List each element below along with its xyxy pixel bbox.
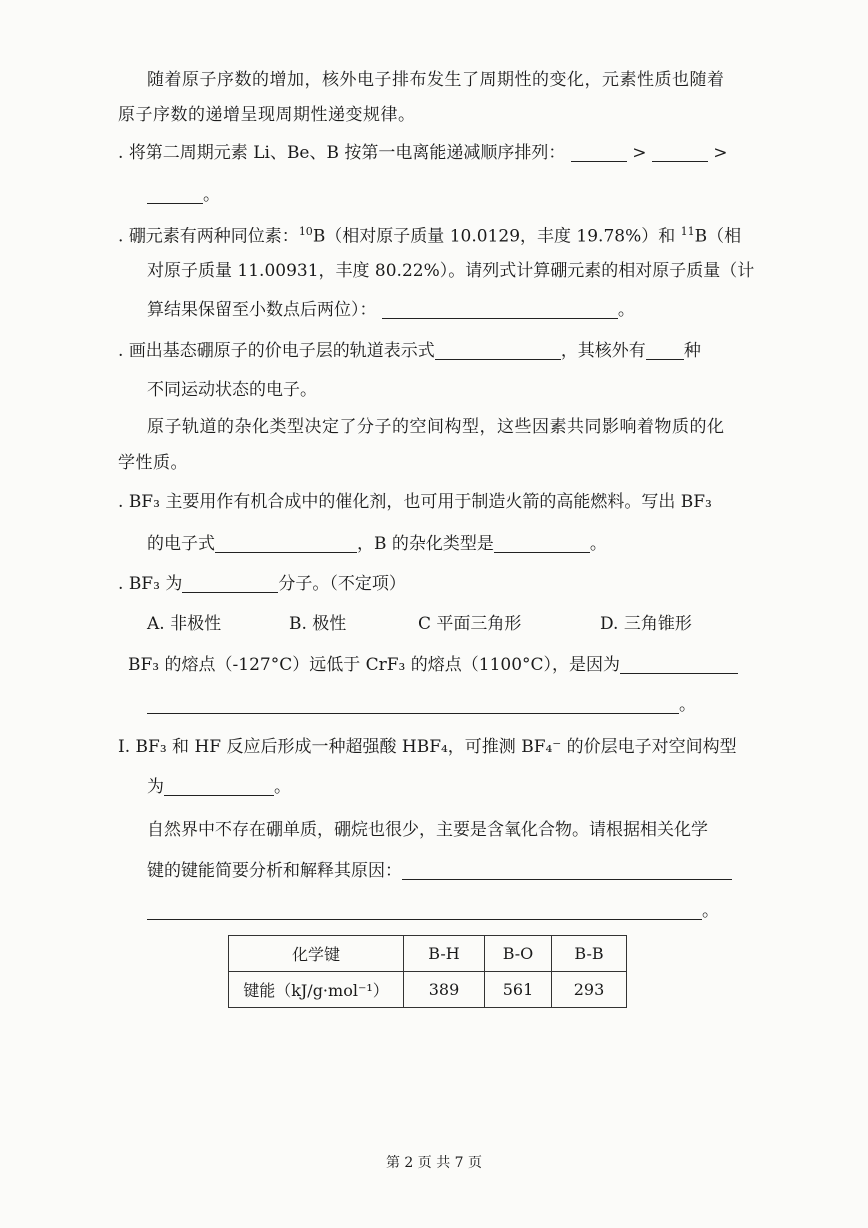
question-8-line-2: 键的键能简要分析和解释其原因：: [147, 859, 732, 883]
table-cell: 561: [485, 972, 552, 1008]
answer-blank[interactable]: [164, 777, 274, 796]
table-cell: 键能（kJ/g·mol⁻¹）: [229, 972, 404, 1008]
question-2: . 硼元素有两种同位素：$^{10}$B（相对原子质量 10.0129，丰度 19.78%）和 $^{11}$B（相: [118, 225, 742, 247]
question-2-line-2: 对原子质量 11.00931，丰度 80.22%）。请列式计算硼元素的相对原子质量（计: [147, 261, 755, 281]
question-number: .: [118, 226, 124, 247]
question-6-line-2: 。: [147, 693, 696, 717]
answer-blank[interactable]: [652, 143, 708, 162]
question-number: .: [118, 143, 124, 163]
option-a[interactable]: A. 非极性: [147, 614, 222, 634]
question-text: 将第二周期元素 Li、Be、B 按第一电离能递减顺序排列：: [128, 143, 566, 163]
intro2-line-1: 原子轨道的杂化类型决定了分子的空间构型，这些因素共同影响着物质的化: [147, 417, 725, 437]
answer-blank[interactable]: [147, 185, 203, 204]
question-number: .: [118, 492, 124, 512]
table-cell: 293: [552, 972, 627, 1008]
question-6: BF₃ 的熔点（-127°C）远低于 CrF₃ 的熔点（1100°C），是因为: [128, 653, 738, 677]
answer-blank[interactable]: [646, 341, 684, 360]
intro-line-1: 随着原子序数的增加，核外电子排布发生了周期性的变化，元素性质也随着: [147, 70, 725, 90]
answer-blank[interactable]: [402, 861, 732, 880]
page-footer: 第 2 页 共 7 页: [385, 1155, 483, 1171]
question-1-cont: 。: [147, 183, 220, 207]
table-header-cell: B-H: [404, 936, 485, 972]
question-4: . BF₃ 主要用作有机合成中的催化剂，也可用于制造火箭的高能燃料。写出 BF₃: [118, 492, 712, 512]
question-8-line-3: 。: [147, 899, 719, 923]
question-2-line-3: 算结果保留至小数点后两位）： 。: [147, 300, 635, 320]
option-c[interactable]: C 平面三角形: [418, 614, 522, 634]
intro2-line-2: 学性质。: [118, 453, 188, 473]
table-header-row: [229, 936, 627, 972]
answer-blank[interactable]: [147, 901, 702, 920]
answer-blank[interactable]: [620, 655, 738, 674]
greater-than: >: [632, 143, 647, 163]
answer-blank[interactable]: [571, 143, 627, 162]
question-8: 自然界中不存在硼单质，硼烷也很少，主要是含氧化合物。请根据相关化学: [147, 820, 708, 840]
answer-blank[interactable]: [382, 300, 618, 319]
question-3: . 画出基态硼原子的价电子层的轨道表示式 ，其核外有 种: [118, 341, 701, 361]
question-5: . BF₃ 为 分子。（不定项）: [118, 574, 406, 594]
greater-than: >: [713, 143, 728, 163]
isotope-mass-11: 11: [680, 225, 695, 238]
isotope-mass-10: 10: [298, 225, 313, 238]
answer-blank[interactable]: [182, 574, 278, 593]
answer-blank[interactable]: [147, 695, 679, 714]
table-header-cell: 化学键: [229, 936, 404, 972]
table-header-cell: B-O: [485, 936, 552, 972]
table-row: [229, 972, 627, 1008]
answer-blank[interactable]: [435, 341, 561, 360]
question-number: I.: [118, 737, 131, 757]
intro-line-2: 原子序数的递增呈现周期性递变规律。: [118, 105, 416, 125]
option-d[interactable]: D. 三角锥形: [600, 614, 692, 634]
answer-blank[interactable]: [494, 534, 590, 553]
bond-energy-table: [228, 935, 627, 1008]
option-b[interactable]: B. 极性: [289, 614, 347, 634]
question-3-line-2: 不同运动状态的电子。: [147, 380, 317, 400]
question-7-line-2: 为 。: [147, 777, 291, 797]
question-1: [118, 141, 728, 165]
answer-blank[interactable]: [215, 534, 357, 553]
table-cell: 389: [404, 972, 485, 1008]
question-number: .: [118, 341, 124, 361]
table-header-cell: B-B: [552, 936, 627, 972]
question-7: I. BF₃ 和 HF 反应后形成一种超强酸 HBF₄，可推测 BF₄⁻ 的价层电子对空间构型: [118, 737, 737, 757]
question-4-line-2: 的电子式 ，B 的杂化类型是 。: [147, 534, 607, 554]
question-number: .: [118, 574, 124, 594]
